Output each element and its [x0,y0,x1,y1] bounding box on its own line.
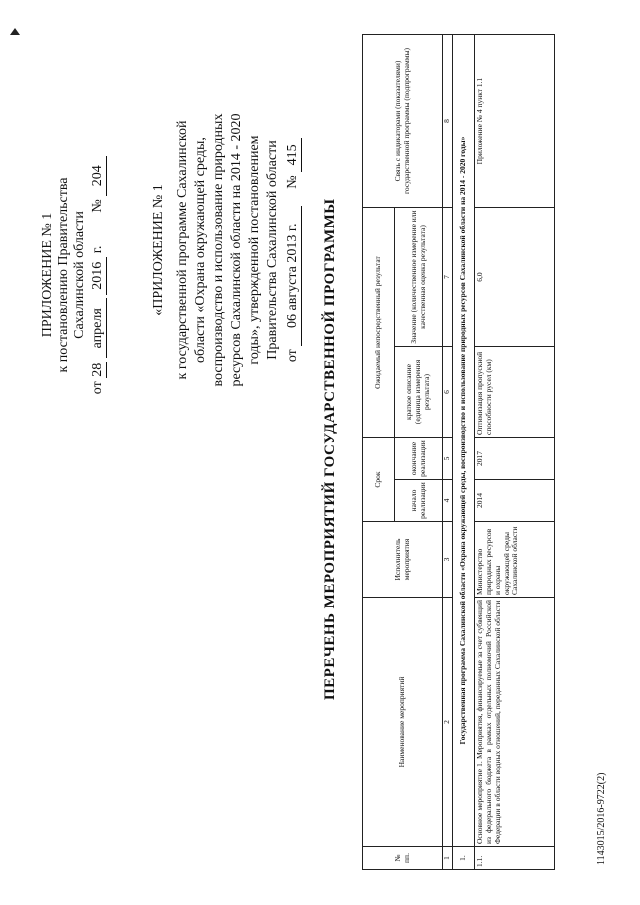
measures-table [362,34,555,870]
column-number: 3 [443,522,453,598]
row-start: 2014 [475,480,555,522]
appendix-date-line [90,125,107,425]
row-name: Основное мероприятие 1. Мероприятия, финансируемые за счет субвенций из федерального бюджета в рамках отдельных полномочий Российской Федерации в области водных отношений, переданных Сахалинской области [475,598,555,847]
row-end: 2017 [475,438,555,480]
header-term-end: окончание реализации [395,438,443,480]
program-appendix-header [150,90,302,410]
document-title: ПЕРЕЧЕНЬ МЕРОПРИЯТИЙ ГОСУДАРСТВЕННОЙ ПРОГРАММЫ [322,198,338,700]
column-number: 2 [443,598,453,847]
program-row [453,35,475,870]
table-row [475,35,555,870]
row-link: Приложение № 4 пункт 1.1 [475,35,555,208]
appendix-title: ПРИЛОЖЕНИЕ № 1 [40,212,55,338]
row-result-desc: Оптимизация пропускной способности русел (км) [475,347,555,438]
column-number: 5 [443,438,453,480]
header-result-desc: краткое описание (единица измерения результата) [395,347,443,438]
column-number: 8 [443,35,453,208]
program-appendix-line-5: годы», утвержденной постановлением [247,135,262,365]
header-name: Наименование мероприятий [363,598,443,847]
row-num: 1.1. [475,847,555,870]
column-number: 6 [443,347,453,438]
program-appendix-line-1: к государственной программе Сахалинской [175,120,190,380]
appendix-date-suffix: г. [90,245,105,254]
footer-code: 1143015/2016-9722(2) [596,772,607,865]
header-term-start: начало реализации [395,480,443,522]
header-term: Срок [363,438,395,522]
appendix-date-month: апреля [91,298,107,358]
program-appendix-date-line [284,90,302,410]
appendix-date-year: 2016 [91,257,107,295]
row-result-value: 6,0 [475,208,555,347]
header-result-value: Значение (количественное измерение или качественная оценка результата) [395,208,443,347]
program-appendix-line-3: воспроизводство и использование природных [211,113,226,387]
program-appendix-number: 415 [286,138,302,172]
appendix-line-1: к постановлению Правительства [56,177,71,373]
column-number-row [443,35,453,870]
header-num: № пп. [363,847,443,870]
row-executor: Министерство природных ресурсов и охраны окружающей среды Сахалинской области [475,522,555,598]
appendix-line-2: Сахалинской области [72,211,87,339]
program-appendix-line-2: области «Охрана окружающей среды, [193,137,208,363]
appendix-date-prefix: от [90,381,105,395]
program-appendix-date: 06 августа 2013 г. [286,206,302,346]
header-result: Ожидаемый непосредственный результат [363,208,395,438]
column-number: 7 [443,208,453,347]
appendix-date-day: 28 [90,362,105,377]
appendix-number-sign: № [90,199,105,213]
program-appendix-number-sign: № [285,175,300,189]
program-appendix-date-prefix: от [285,349,300,363]
appendix-header [40,125,107,425]
header-executor: Исполнитель мероприятия [363,522,443,598]
column-number: 4 [443,480,453,522]
program-appendix-line-6: Правительства Сахалинской области [265,140,280,360]
program-appendix-line-4: ресурсов Сахалинской области на 2014 - 2020 [229,113,244,387]
program-row-num: 1. [453,847,475,870]
appendix-number: 204 [91,156,107,196]
header-link: Связь с индикаторами (показателями) государственной программы (подпрограммы) [363,35,443,208]
column-number: 1 [443,847,453,870]
program-row-text: Государственная программа Сахалинской области «Охрана окружающей среды, воспроизводство и использование природных ресурсов Сахалинской области на 2014 - 2020 годы» [453,35,475,847]
program-appendix-title: «ПРИЛОЖЕНИЕ № 1 [151,184,166,316]
